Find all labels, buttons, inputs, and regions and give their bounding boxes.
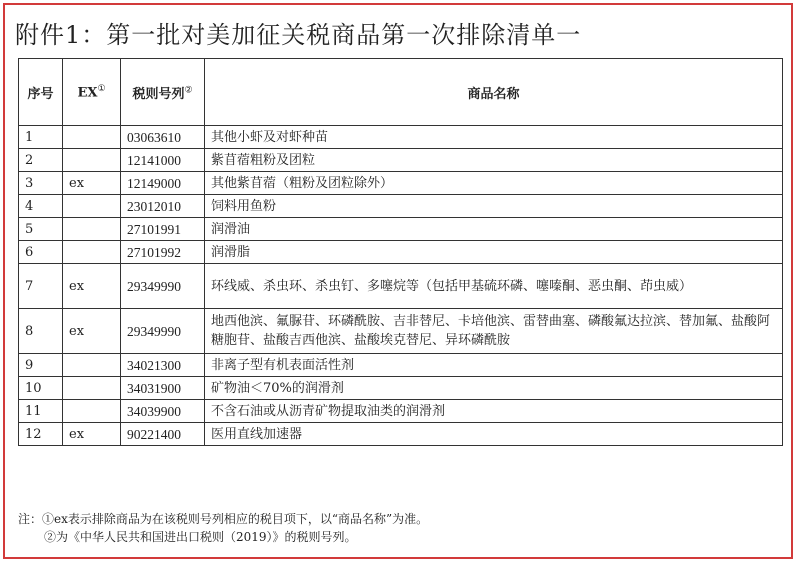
cell-ex	[63, 149, 121, 172]
table-row	[19, 172, 783, 195]
cell-no: 12	[19, 423, 63, 446]
cell-name: 非离子型有机表面活性剂	[205, 354, 783, 377]
cell-code: 12149000	[121, 172, 205, 195]
cell-ex: ex	[63, 309, 121, 354]
header-ex: EX①	[63, 59, 121, 126]
cell-code: 34031900	[121, 377, 205, 400]
header-name: 商品名称	[205, 59, 783, 126]
table-row	[19, 241, 783, 264]
cell-ex	[63, 354, 121, 377]
cell-no: 2	[19, 149, 63, 172]
header-code-footnote-mark: ②	[184, 85, 193, 96]
footnote-2: ②为《中华人民共和国进出口税则（2019）》的税则号列。	[44, 530, 357, 544]
cell-name: 矿物油＜70%的润滑剂	[205, 377, 783, 400]
cell-code: 34039900	[121, 400, 205, 423]
table-row	[19, 377, 783, 400]
cell-ex	[63, 126, 121, 149]
cell-ex: ex	[63, 264, 121, 309]
cell-code: 23012010	[121, 195, 205, 218]
cell-ex	[63, 218, 121, 241]
cell-code: 29349990	[121, 264, 205, 309]
cell-code: 27101991	[121, 218, 205, 241]
table-row	[19, 423, 783, 446]
document-title: 附件1：第一批对美加征关税商品第一次排除清单一	[15, 21, 582, 49]
table-header-row	[19, 59, 783, 126]
cell-no: 10	[19, 377, 63, 400]
cell-code: 29349990	[121, 309, 205, 354]
cell-name: 医用直线加速器	[205, 423, 783, 446]
table-row	[19, 195, 783, 218]
cell-code: 90221400	[121, 423, 205, 446]
cell-no: 11	[19, 400, 63, 423]
cell-code: 27101992	[121, 241, 205, 264]
table-row	[19, 264, 783, 309]
table-row	[19, 400, 783, 423]
cell-no: 1	[19, 126, 63, 149]
table-row	[19, 126, 783, 149]
table-row	[19, 218, 783, 241]
cell-no: 7	[19, 264, 63, 309]
cell-name: 润滑油	[205, 218, 783, 241]
cell-name: 不含石油或从沥青矿物提取油类的润滑剂	[205, 400, 783, 423]
cell-ex	[63, 241, 121, 264]
table-row	[19, 149, 783, 172]
cell-no: 5	[19, 218, 63, 241]
cell-ex	[63, 195, 121, 218]
header-ex-footnote-mark: ①	[97, 83, 106, 94]
table-row	[19, 354, 783, 377]
cell-no: 6	[19, 241, 63, 264]
cell-name: 其他紫苜蓿（粗粉及团粒除外）	[205, 172, 783, 195]
cell-name: 地西他滨、氟脲苷、环磷酰胺、吉非替尼、卡培他滨、雷替曲塞、磷酸氟达拉滨、替加氟、盐酸阿糖胞苷、盐酸吉西他滨、盐酸埃克替尼、异环磷酰胺	[205, 309, 783, 354]
cell-ex	[63, 377, 121, 400]
exclusion-table	[18, 58, 783, 446]
cell-code: 12141000	[121, 149, 205, 172]
cell-no: 9	[19, 354, 63, 377]
cell-ex	[63, 400, 121, 423]
table-row	[19, 309, 783, 354]
cell-name: 紫苜蓿粗粉及团粒	[205, 149, 783, 172]
footnote-1: 注：①ex表示排除商品为在该税则号列相应的税目项下，以“商品名称”为准。	[18, 512, 429, 526]
cell-name: 饲料用鱼粉	[205, 195, 783, 218]
cell-no: 8	[19, 309, 63, 354]
cell-no: 4	[19, 195, 63, 218]
cell-name: 环线威、杀虫环、杀虫钉、多噻烷等（包括甲基硫环磷、噻嗪酮、恶虫酮、茚虫威）	[205, 264, 783, 309]
header-no: 序号	[19, 59, 63, 126]
cell-ex: ex	[63, 172, 121, 195]
cell-ex: ex	[63, 423, 121, 446]
cell-code: 03063610	[121, 126, 205, 149]
cell-code: 34021300	[121, 354, 205, 377]
header-code: 税则号列②	[121, 59, 205, 126]
footnotes	[18, 510, 782, 546]
cell-no: 3	[19, 172, 63, 195]
cell-name: 润滑脂	[205, 241, 783, 264]
cell-name: 其他小虾及对虾种苗	[205, 126, 783, 149]
